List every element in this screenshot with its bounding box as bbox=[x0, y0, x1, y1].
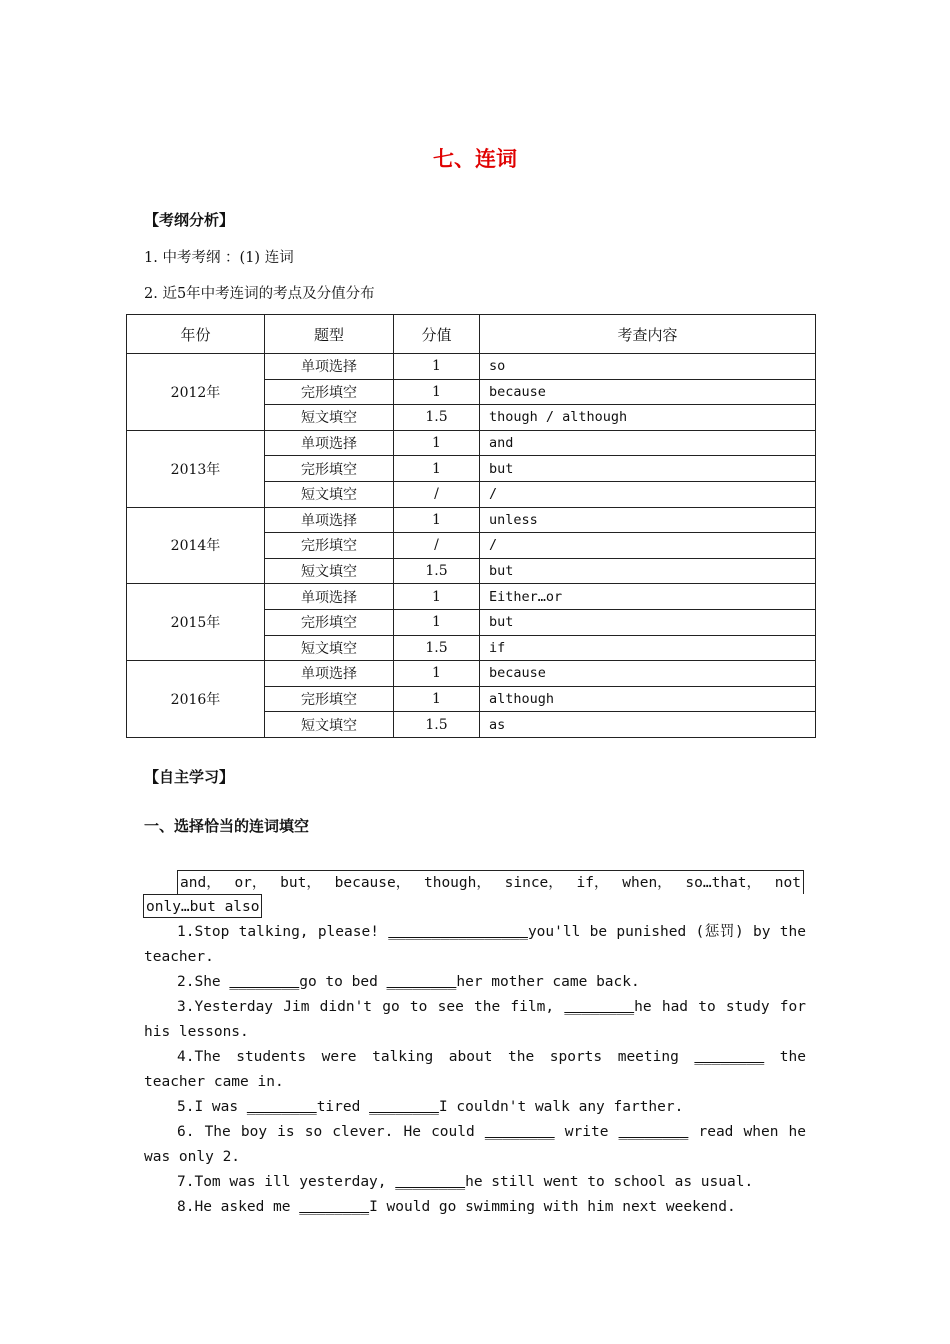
exercise-text: he had to study for his lessons. bbox=[144, 999, 806, 1040]
score-cell: / bbox=[394, 533, 480, 559]
table-row bbox=[127, 661, 816, 687]
content-cell: / bbox=[480, 533, 816, 559]
content-cell: / bbox=[480, 481, 816, 507]
exercise-item bbox=[144, 995, 806, 1045]
word-choice: since， bbox=[504, 875, 563, 891]
word-box-line-1 bbox=[177, 870, 804, 894]
exercise-text: read when he was only 2. bbox=[144, 1124, 807, 1165]
content-cell: but bbox=[480, 609, 816, 635]
word-choice: when， bbox=[622, 875, 672, 891]
word-choice: so…that， bbox=[685, 875, 762, 891]
type-cell: 完形填空 bbox=[265, 456, 394, 482]
exercise-item bbox=[144, 1195, 806, 1220]
table-row bbox=[127, 507, 816, 533]
score-cell: 1 bbox=[394, 354, 480, 380]
score-cell: 1 bbox=[394, 686, 480, 712]
content-cell: but bbox=[480, 456, 816, 482]
word-choice: or， bbox=[234, 875, 267, 891]
year-cell: 2016年 bbox=[127, 661, 265, 738]
exercise-text: I would go swimming with him next weekend. bbox=[369, 1199, 736, 1215]
type-cell: 单项选择 bbox=[265, 584, 394, 610]
answer-blank[interactable]: ________ bbox=[299, 1199, 370, 1215]
content-cell: as bbox=[480, 712, 816, 738]
header-content: 考查内容 bbox=[480, 315, 816, 354]
word-box-line-2: only…but also bbox=[143, 894, 262, 918]
content-cell: though / although bbox=[480, 405, 816, 431]
score-cell: / bbox=[394, 481, 480, 507]
exercise-text: 8.He asked me bbox=[177, 1199, 300, 1215]
table-header-row bbox=[127, 315, 816, 354]
page-title: 七、连词 bbox=[433, 147, 517, 171]
exercise-item bbox=[144, 970, 806, 995]
score-cell: 1.5 bbox=[394, 558, 480, 584]
exercise-item bbox=[144, 1095, 806, 1120]
exercise-item bbox=[144, 1120, 806, 1170]
content-cell: so bbox=[480, 354, 816, 380]
answer-blank[interactable]: ________________ bbox=[388, 924, 528, 940]
exercise-item bbox=[144, 1045, 806, 1095]
score-cell: 1.5 bbox=[394, 635, 480, 661]
content-cell: because bbox=[480, 379, 816, 405]
exercise-text: her mother came back. bbox=[456, 974, 640, 990]
type-cell: 单项选择 bbox=[265, 430, 394, 456]
score-distribution-table bbox=[126, 314, 816, 738]
score-cell: 1 bbox=[394, 430, 480, 456]
exercise-text: I couldn't walk any farther. bbox=[438, 1099, 684, 1115]
exercise-text: 7.Tom was ill yesterday, bbox=[177, 1174, 396, 1190]
score-cell: 1 bbox=[394, 379, 480, 405]
table-row bbox=[127, 584, 816, 610]
header-score: 分值 bbox=[394, 315, 480, 354]
table-row bbox=[127, 430, 816, 456]
outline-item-1: 1. 中考考纲 ：(1) 连词 bbox=[144, 250, 294, 266]
exercise-text: tired bbox=[316, 1099, 370, 1115]
answer-blank[interactable]: ________ bbox=[369, 1099, 439, 1115]
exercise-text: 4.The students were talking about the sports meeting bbox=[177, 1049, 695, 1065]
year-cell: 2012年 bbox=[127, 354, 265, 431]
exercise-text: he still went to school as usual. bbox=[465, 1174, 754, 1190]
section-heading-outline: 【考纲分析】 bbox=[144, 211, 235, 229]
answer-blank[interactable]: ________ bbox=[386, 974, 457, 990]
year-cell: 2014年 bbox=[127, 507, 265, 584]
part-heading: 一、选择恰当的连词填空 bbox=[144, 817, 310, 835]
outline-item-2: 2. 近5年中考连词的考点及分值分布 bbox=[144, 286, 375, 302]
score-cell: 1 bbox=[394, 507, 480, 533]
word-choice: and， bbox=[180, 875, 221, 891]
score-cell: 1 bbox=[394, 609, 480, 635]
header-year: 年份 bbox=[127, 315, 265, 354]
score-cell: 1 bbox=[394, 661, 480, 687]
word-choice: if， bbox=[576, 875, 609, 891]
content-cell: unless bbox=[480, 507, 816, 533]
type-cell: 单项选择 bbox=[265, 354, 394, 380]
exercise-text: go to bed bbox=[299, 974, 387, 990]
content-cell: but bbox=[480, 558, 816, 584]
answer-blank[interactable]: ________ bbox=[246, 1099, 317, 1115]
type-cell: 短文填空 bbox=[265, 558, 394, 584]
answer-blank[interactable]: ________ bbox=[229, 974, 300, 990]
exercise-text: 6. The boy is so clever. He could bbox=[177, 1124, 485, 1140]
word-choice: not bbox=[774, 875, 801, 891]
answer-blank[interactable]: ________ bbox=[484, 1124, 555, 1140]
exercise-text: write bbox=[554, 1124, 619, 1140]
word-choice: but， bbox=[280, 875, 321, 891]
year-cell: 2013年 bbox=[127, 430, 265, 507]
type-cell: 完形填空 bbox=[265, 609, 394, 635]
score-cell: 1.5 bbox=[394, 712, 480, 738]
exercise-text: you'll be punished (惩罚) by the teacher. bbox=[144, 924, 806, 965]
content-cell: Either…or bbox=[480, 584, 816, 610]
exercise-text: 1.Stop talking, please! bbox=[177, 924, 389, 940]
exercise-text: 2.She bbox=[177, 974, 230, 990]
type-cell: 短文填空 bbox=[265, 635, 394, 661]
type-cell: 完形填空 bbox=[265, 686, 394, 712]
year-cell: 2015年 bbox=[127, 584, 265, 661]
content-cell: because bbox=[480, 661, 816, 687]
type-cell: 短文填空 bbox=[265, 712, 394, 738]
type-cell: 单项选择 bbox=[265, 507, 394, 533]
section-heading-study: 【自主学习】 bbox=[144, 768, 235, 786]
exercise-text: 5.I was bbox=[177, 1099, 247, 1115]
word-choice: because， bbox=[334, 875, 411, 891]
score-cell: 1 bbox=[394, 456, 480, 482]
type-cell: 完形填空 bbox=[265, 379, 394, 405]
content-cell: if bbox=[480, 635, 816, 661]
type-cell: 单项选择 bbox=[265, 661, 394, 687]
answer-blank[interactable]: ________ bbox=[564, 999, 635, 1015]
word-choice: though， bbox=[423, 875, 491, 891]
exercise-text: the teacher came in. bbox=[144, 1049, 806, 1090]
table-row bbox=[127, 354, 816, 380]
type-cell: 短文填空 bbox=[265, 405, 394, 431]
type-cell: 完形填空 bbox=[265, 533, 394, 559]
exercise-item bbox=[144, 1170, 806, 1195]
score-cell: 1 bbox=[394, 584, 480, 610]
content-cell: although bbox=[480, 686, 816, 712]
header-type: 题型 bbox=[265, 315, 394, 354]
type-cell: 短文填空 bbox=[265, 481, 394, 507]
answer-blank[interactable]: ________ bbox=[694, 1049, 765, 1065]
exercise-item bbox=[144, 920, 806, 970]
score-cell: 1.5 bbox=[394, 405, 480, 431]
answer-blank[interactable]: ________ bbox=[618, 1124, 689, 1140]
exercise-text: 3.Yesterday Jim didn't go to see the film, bbox=[177, 999, 565, 1015]
content-cell: and bbox=[480, 430, 816, 456]
answer-blank[interactable]: ________ bbox=[395, 1174, 466, 1190]
